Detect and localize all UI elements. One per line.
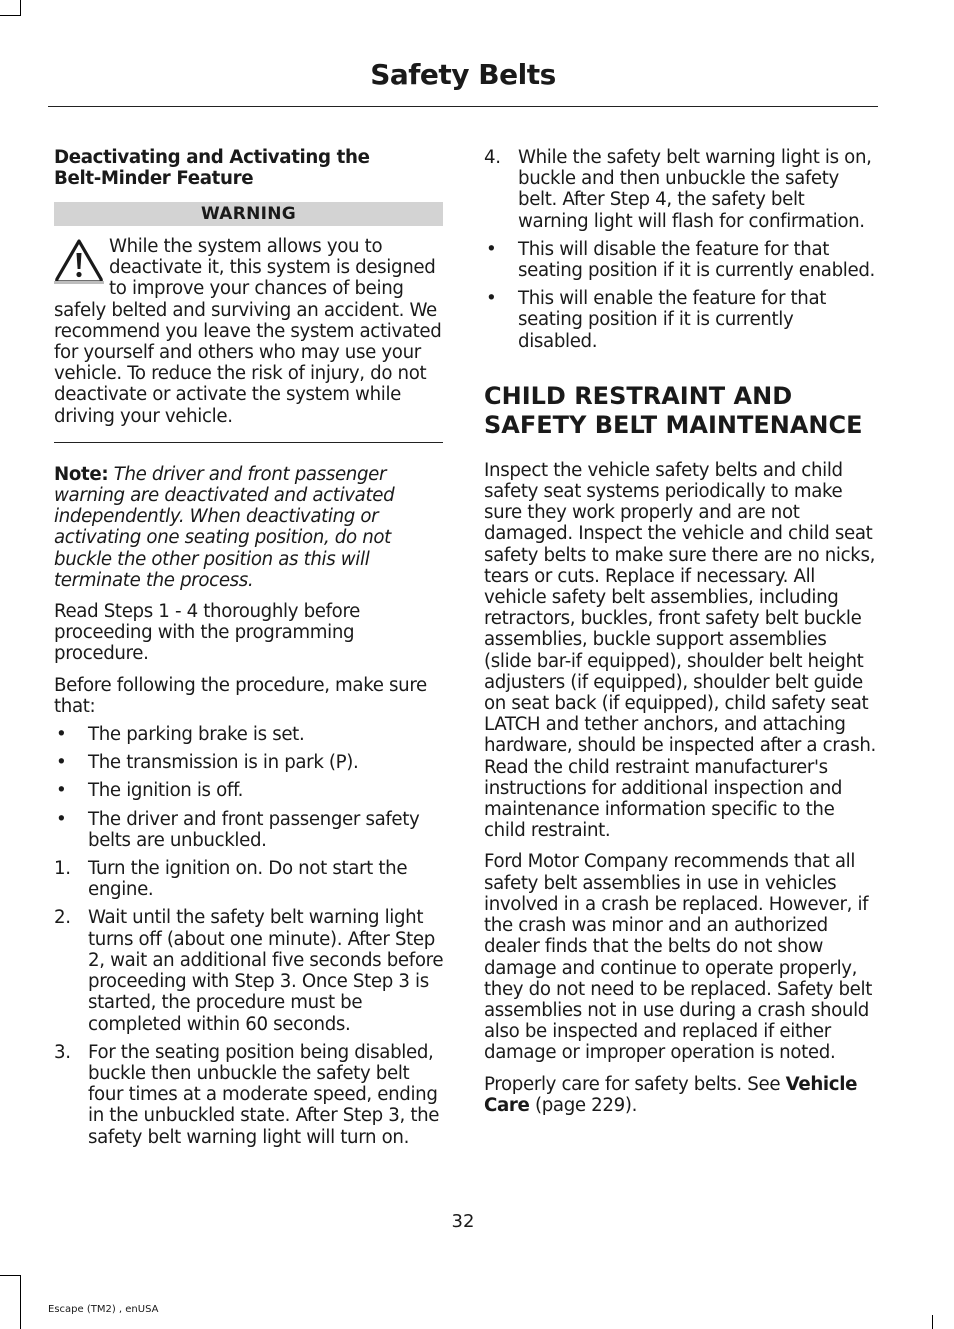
crop-mark: [20, 1275, 21, 1329]
step-number: 3.: [54, 1041, 71, 1063]
step-item: [484, 147, 876, 232]
step-text: Wait until the safety belt warning light turns off (about one minute). After Step 2, wait an additional five seconds before proceeding with Step 3. Once Step 3 is started, the procedure must be completed within 60 seconds.: [88, 907, 444, 1035]
bullet-marker: •: [56, 780, 67, 802]
list-item-text: This will disable the feature for that seating position if it is currently enabled.: [518, 238, 875, 282]
step-text: Turn the ignition on. Do not start the engine.: [88, 858, 408, 901]
step-number: 4.: [484, 147, 501, 168]
step-number: 2.: [54, 907, 71, 929]
prerequisite-list: [54, 724, 446, 851]
step-text: For the seating position being disabled, buckle then unbuckle the safety belt four times at a moderate speed, ending in the unbuckled state. After Step 3, the safety belt warning light will turn on.: [88, 1041, 440, 1148]
bullet-marker: •: [486, 288, 497, 310]
warning-box: [54, 236, 446, 443]
paragraph: Inspect the vehicle safety belts and child safety seat systems periodically to make sure they work properly and are not damaged. Inspect the vehicle and child seat safety belts to make sure there are no nicks, tears or cuts. Replace if necessary. All vehicle safety belt assemblies, including retractors, buckles, front safety belt buckle assemblies, buckle support assemblies (slide bar-if equipped), shoulder belt height adjusters (if equipped), shoulder belt guide on seat back (if equipped), child safety seat LATCH and tether anchors, and attaching hardware, should be inspected after a crash. Read the child restraint manufacturer's instructions for additional inspection and maintenance information specific to the child restraint.: [484, 459, 876, 842]
step-text: While the safety belt warning light is on, buckle and then unbuckle the safety belt. After Step 4, the safety belt warning light will flash for confirmation.: [518, 147, 872, 232]
vehicle-care-link[interactable]: Vehicle Care: [484, 1073, 858, 1116]
list-item: [54, 752, 446, 773]
result-list: [484, 239, 876, 352]
paragraph: Before following the procedure, make sure that:: [54, 674, 427, 717]
cross-reference-prefix: Properly care for safety belts. See: [484, 1073, 786, 1095]
footer-doc-id: Escape (TM2) , enUSA: [48, 1304, 159, 1315]
heading-line-2: SAFETY BELT MAINTENANCE: [484, 410, 863, 439]
bullet-marker: •: [56, 724, 67, 746]
crop-mark: [0, 1275, 21, 1276]
warning-divider: [54, 442, 443, 443]
bullet-marker: •: [56, 808, 67, 830]
paragraph: Ford Motor Company recommends that all safety belt assemblies in use in vehicles involved in a crash be replaced. However, if the crash was minor and an authorized dealer finds that the belts do not show damage and continue to operate properly, they do not need to be replaced. Safety belt assemblies not in use during a crash should also be inspected and replaced if either damage or improper operation is noted.: [484, 851, 872, 1064]
list-item-text: The parking brake is set.: [88, 724, 305, 746]
list-item: [484, 288, 876, 352]
step-item: [54, 907, 446, 1034]
warning-text: While the system allows you to deactivate it, this system is designed to improve your chances of being safely belted and surviving an accident. We recommend you leave the system activated for yourself and others who may use your vehicle. To reduce the risk of injury, do not deactivate or activate the system while driving your vehicle.: [54, 236, 442, 427]
crop-mark: [0, 15, 21, 16]
heading-line-1: CHILD RESTRAINT AND: [484, 381, 793, 410]
crop-mark: [20, 0, 21, 16]
right-column: [484, 147, 876, 1126]
list-item-text: The driver and front passenger safety belts are unbuckled.: [88, 808, 420, 851]
warning-triangle-icon: [54, 238, 104, 284]
page-title: Safety Belts: [370, 58, 556, 91]
list-item: [54, 724, 446, 745]
list-item-text: The ignition is off.: [88, 780, 244, 802]
bullet-marker: •: [56, 752, 67, 774]
subheading-line-2: Belt-Minder Feature: [54, 168, 254, 189]
step-list-continued: [484, 147, 876, 232]
paragraph: Read Steps 1 - 4 thoroughly before proceeding with the programming procedure.: [54, 601, 361, 665]
subheading-line-1: Deactivating and Activating the: [54, 147, 370, 168]
cross-reference-paragraph: [484, 1074, 876, 1116]
step-item: [54, 1042, 446, 1148]
list-item-text: This will enable the feature for that seating position if it is currently disabled.: [518, 288, 827, 352]
page-number: 32: [451, 1211, 475, 1232]
list-item: [54, 809, 446, 851]
note-paragraph: [54, 464, 446, 591]
note-text: The driver and front passenger warning are deactivated and activated independently. When deactivating or activating one seating position, do not buckle the other position as this will terminate the process.: [54, 463, 395, 591]
left-column: [54, 147, 446, 1155]
list-item: [484, 239, 876, 281]
note-label: Note:: [54, 463, 109, 485]
title-rule: [48, 106, 878, 107]
list-item-text: The transmission is in park (P).: [88, 752, 359, 774]
step-number: 1.: [54, 858, 71, 880]
list-item: [54, 780, 446, 801]
section-heading: [484, 382, 876, 440]
warning-label: WARNING: [54, 202, 443, 226]
cross-reference-suffix: (page 229).: [529, 1094, 638, 1116]
step-item: [54, 858, 446, 900]
step-list: [54, 858, 446, 1148]
section-subheading: [54, 147, 446, 189]
crop-mark: [932, 1315, 933, 1329]
bullet-marker: •: [486, 238, 497, 260]
